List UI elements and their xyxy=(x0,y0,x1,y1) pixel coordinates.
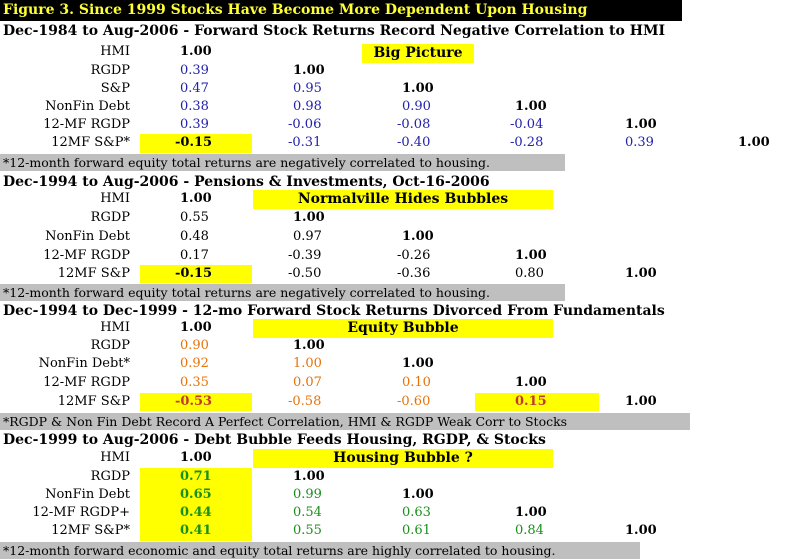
s1-cell: -0.40 xyxy=(397,135,431,150)
s2-cell: 0.48 xyxy=(180,229,209,244)
section-4-callout: Housing Bubble ? xyxy=(253,449,553,468)
s2-cell: 0.97 xyxy=(293,229,322,244)
s3-cell: 1.00 xyxy=(515,375,547,390)
s3-cell: 0.90 xyxy=(180,338,209,353)
s4-cell: 1.00 xyxy=(402,487,434,502)
s2-cell: -0.36 xyxy=(397,266,431,281)
s2-row-label: HMI xyxy=(100,191,130,206)
s1-row-label: RGDP xyxy=(90,63,130,78)
s2-cell: 1.00 xyxy=(625,266,657,281)
s3-cell: 0.07 xyxy=(293,375,322,390)
section-4-header: Dec-1999 to Aug-2006 - Debt Bubble Feeds Housing, RGDP, & Stocks xyxy=(3,432,546,448)
s4-cell: 0.55 xyxy=(293,523,322,538)
s1-row-label: 12-MF RGDP xyxy=(43,117,130,132)
s1-cell: 0.95 xyxy=(293,81,322,96)
s1-cell: 0.90 xyxy=(402,99,431,114)
section-2-callout: Normalville Hides Bubbles xyxy=(253,190,553,209)
s2-cell: 1.00 xyxy=(180,191,212,206)
s3-cell: 1.00 xyxy=(180,320,212,335)
s1-row-label: S&P xyxy=(100,81,130,96)
s4-cell: 1.00 xyxy=(515,505,547,520)
s3-cell: 1.00 xyxy=(293,338,325,353)
s4-cell: 0.63 xyxy=(402,505,431,520)
s2-cell: 0.55 xyxy=(180,210,209,225)
section-3-callout: Equity Bubble xyxy=(253,319,553,338)
s4-cell: 1.00 xyxy=(625,523,657,538)
s1-cell: -0.06 xyxy=(288,117,322,132)
s4-cell: 0.71 xyxy=(180,469,212,484)
s3-cell: 0.92 xyxy=(180,356,209,371)
s3-row-label: 12MF S&P xyxy=(57,394,130,409)
s3-cell: 0.35 xyxy=(180,375,209,390)
section-4-note: *12-month forward economic and equity total returns are highly correlated to housing. xyxy=(0,542,640,559)
s1-cell: -0.04 xyxy=(510,117,544,132)
s1-cell: 1.00 xyxy=(293,63,325,78)
s4-cell: 0.41 xyxy=(180,523,212,538)
s3-cell: 0.15 xyxy=(515,394,547,409)
s2-cell: 1.00 xyxy=(293,210,325,225)
s2-cell: -0.39 xyxy=(288,248,322,263)
section-1-callout: Big Picture xyxy=(362,44,474,63)
s2-cell: 0.17 xyxy=(180,248,209,263)
s1-cell: 0.38 xyxy=(180,99,209,114)
section-1-header: Dec-1984 to Aug-2006 - Forward Stock Returns Record Negative Correlation to HMI xyxy=(3,23,665,39)
s4-cell: 0.84 xyxy=(515,523,544,538)
s2-row-label: NonFin Debt xyxy=(45,229,130,244)
s1-cell: -0.08 xyxy=(397,117,431,132)
figure-title: Figure 3. Since 1999 Stocks Have Become More Dependent Upon Housing xyxy=(0,0,682,21)
s1-cell: -0.15 xyxy=(175,135,213,150)
section-2-note: *12-month forward equity total returns are negatively correlated to housing. xyxy=(0,284,565,301)
s4-row-label: NonFin Debt xyxy=(45,487,130,502)
s4-cell: 0.65 xyxy=(180,487,212,502)
s3-cell: 0.10 xyxy=(402,375,431,390)
s3-row-label: 12-MF RGDP xyxy=(43,375,130,390)
s4-row-label: 12-MF RGDP+ xyxy=(32,505,130,520)
s3-row-label: RGDP xyxy=(90,338,130,353)
s3-cell: -0.58 xyxy=(288,394,322,409)
s2-cell: 0.80 xyxy=(515,266,544,281)
s1-row-label: NonFin Debt xyxy=(45,99,130,114)
s4-cell: 0.99 xyxy=(293,487,322,502)
s4-row-label: RGDP xyxy=(90,469,130,484)
s3-row-label: HMI xyxy=(100,320,130,335)
s1-cell: 1.00 xyxy=(180,44,212,59)
s2-row-label: 12MF S&P xyxy=(57,266,130,281)
s3-cell: -0.60 xyxy=(397,394,431,409)
s3-cell: 1.00 xyxy=(293,356,322,371)
s1-cell: 0.98 xyxy=(293,99,322,114)
s4-row-label: 12MF S&P* xyxy=(51,523,130,538)
s4-cell: 0.61 xyxy=(402,523,431,538)
s3-cell: 1.00 xyxy=(402,356,434,371)
section-1-note: *12-month forward equity total returns are negatively correlated to housing. xyxy=(0,154,565,171)
s2-row-label: RGDP xyxy=(90,210,130,225)
section-2-header: Dec-1994 to Aug-2006 - Pensions & Investments, Oct-16-2006 xyxy=(3,174,490,190)
s1-cell: 0.39 xyxy=(625,135,654,150)
s1-cell: -0.31 xyxy=(288,135,322,150)
s2-cell: -0.26 xyxy=(397,248,431,263)
section-3-note: *RGDP & Non Fin Debt Record A Perfect Correlation, HMI & RGDP Weak Corr to Stocks xyxy=(0,413,690,430)
s4-cell: 1.00 xyxy=(180,450,212,465)
s3-row-label: NonFin Debt* xyxy=(38,356,130,371)
s2-cell: 1.00 xyxy=(515,248,547,263)
s3-cell: 1.00 xyxy=(625,394,657,409)
s4-row-label: HMI xyxy=(100,450,130,465)
section-3-header: Dec-1994 to Dec-1999 - 12-mo Forward Stock Returns Divorced From Fundamentals xyxy=(3,303,665,319)
s4-cell: 0.54 xyxy=(293,505,322,520)
s4-cell: 1.00 xyxy=(293,469,325,484)
s1-cell: 0.47 xyxy=(180,81,209,96)
s4-cell: 0.44 xyxy=(180,505,212,520)
s3-cell: -0.53 xyxy=(175,394,213,409)
s1-cell: 1.00 xyxy=(625,117,657,132)
s1-cell: 0.39 xyxy=(180,117,209,132)
s2-row-label: 12-MF RGDP xyxy=(43,248,130,263)
s1-row-label: HMI xyxy=(100,44,130,59)
s1-row-label: 12MF S&P* xyxy=(51,135,130,150)
s1-cell: 1.00 xyxy=(738,135,770,150)
s2-cell: -0.15 xyxy=(175,266,213,281)
s1-cell: 0.39 xyxy=(180,63,209,78)
s1-cell: -0.28 xyxy=(510,135,544,150)
s2-cell: -0.50 xyxy=(288,266,322,281)
s2-cell: 1.00 xyxy=(402,229,434,244)
s1-cell: 1.00 xyxy=(402,81,434,96)
s1-cell: 1.00 xyxy=(515,99,547,114)
